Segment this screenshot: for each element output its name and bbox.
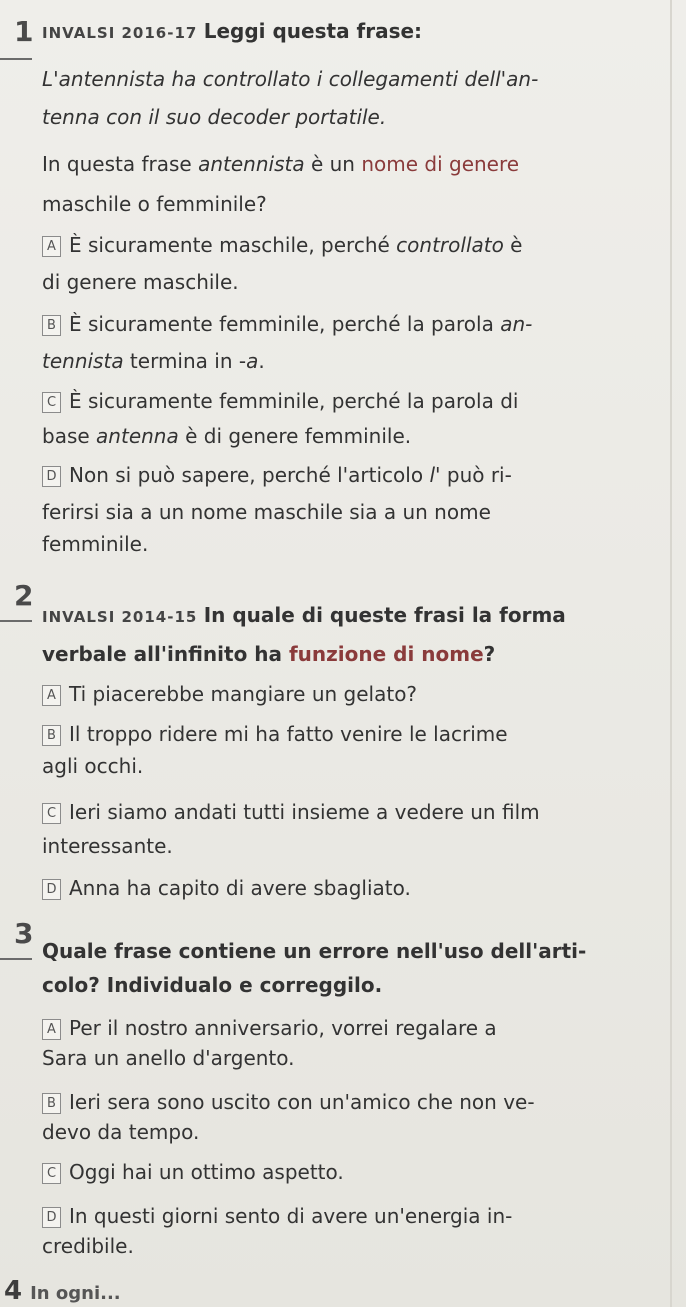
question-2-prompt-highlight: funzione di nome [288,642,484,666]
question-1-option-d-line-3: femminile. [42,532,149,556]
question-2-prompt-line-1: In quale di queste frasi la forma [203,603,566,627]
option-text: Non si può sapere, perché l'articolo [69,463,430,487]
option-text: Per il nostro anniversario, vorrei regalare a [69,1016,497,1040]
question-1-option-c-line-2 [42,420,654,452]
option-letter-box: B [42,725,61,746]
option-term: l' [429,463,441,487]
question-1-option-a-line-2: di genere maschile. [42,270,239,294]
question-2-option-c[interactable] [42,796,654,828]
option-letter-box: A [42,236,61,257]
question-2-option-c-line-2: interessante. [42,834,173,858]
question-1-sentence-line-2: tenna con il suo decoder portatile. [42,105,387,129]
option-term: controllato [396,233,504,257]
question-1-option-b-line-2 [42,345,654,377]
instruction-text: è un [304,152,362,176]
question-1-option-d-line-2: ferirsi sia a un nome maschile sia a un nome [42,500,491,524]
option-text: In questi giorni sento di avere un'energia in- [69,1204,513,1228]
question-2-option-b-line-2: agli occhi. [42,754,144,778]
question-2-prompt-text: ? [483,642,496,666]
question-2-source: INVALSI 2014-15 [42,608,198,626]
question-3-underline [0,958,32,960]
question-4-number: 4 [4,1276,23,1306]
option-letter-box: D [42,1207,61,1228]
option-letter-box: D [42,466,61,487]
option-text: Ti piacerebbe mangiare un gelato? [69,682,418,706]
instruction-term: antennista [198,152,305,176]
option-text: Oggi hai un ottimo aspetto. [69,1160,344,1184]
instruction-text: In questa frase [42,152,199,176]
question-4-partial [4,1276,121,1307]
option-text: è di genere femminile. [178,424,412,448]
option-text: È sicuramente femminile, perché la parola di [69,389,519,413]
question-1-option-a[interactable] [42,229,654,261]
question-3-option-a-line-2: Sara un anello d'argento. [42,1046,295,1070]
question-1-instruction-line-1 [42,147,652,181]
option-letter-box: B [42,315,61,336]
question-1-option-d[interactable] [42,459,654,491]
question-1-instruction-line-2: maschile o femminile? [42,192,267,216]
question-3-prompt-text: colo? Individualo e correggilo. [42,973,383,997]
instruction-highlight: nome di genere [361,152,520,176]
question-1-source: INVALSI 2016-17 [42,24,198,42]
question-3-option-d[interactable] [42,1200,654,1232]
option-text: È sicuramente maschile, perché [69,233,397,257]
option-term: an- [500,312,533,336]
question-1-prompt: Leggi questa frase: [203,19,423,43]
page-edge [670,0,672,1307]
option-term: tennista [42,349,124,373]
question-1-option-b[interactable] [42,308,654,340]
question-1-number: 1 [14,15,34,48]
question-3-option-a[interactable] [42,1012,654,1044]
option-letter-box: C [42,1163,61,1184]
question-1-option-c[interactable] [42,385,654,417]
question-3-option-c[interactable] [42,1156,654,1188]
question-3-number: 3 [14,917,34,950]
question-1-underline [0,58,32,60]
option-letter-box: A [42,685,61,706]
question-2-option-b[interactable] [42,718,654,750]
option-text: Ieri sera sono uscito con un'amico che non ve- [69,1090,535,1114]
question-4-text: In ogni... [30,1283,121,1304]
question-3-prompt-line-1 [42,934,642,968]
option-letter-box: C [42,803,61,824]
option-letter-box: A [42,1019,61,1040]
question-2-underline [0,620,32,622]
question-3-option-b-line-2: devo da tempo. [42,1120,200,1144]
question-3-option-d-line-2: credibile. [42,1234,134,1258]
option-letter-box: D [42,879,61,900]
option-letter-box: C [42,392,61,413]
question-3-option-b[interactable] [42,1086,654,1118]
option-term: a [246,349,259,373]
question-2-option-d[interactable] [42,872,654,904]
option-text: . [258,349,265,373]
question-2-prompt-text: verbale all'infinito ha [42,642,289,666]
question-2-number: 2 [14,579,34,612]
question-2-prompt-line-2 [42,637,642,671]
option-text: Anna ha capito di avere sbagliato. [69,876,411,900]
question-3-prompt-line-2 [42,968,642,1002]
option-text: è [503,233,523,257]
question-2-option-a[interactable] [42,678,654,710]
option-text: base [42,424,97,448]
question-3-prompt-text: Quale frase contiene un errore nell'uso dell'arti- [42,939,587,963]
question-1-header [42,14,642,50]
option-text: È sicuramente femminile, perché la parola [69,312,501,336]
option-letter-box: B [42,1093,61,1114]
option-text: termina in - [123,349,247,373]
option-text: Il troppo ridere mi ha fatto venire le lacrime [69,722,508,746]
option-text: può ri- [440,463,512,487]
option-text: Ieri siamo andati tutti insieme a vedere un film [69,800,540,824]
question-1-sentence-line-1: L'antennista ha controllato i collegamenti dell'an- [42,67,539,91]
question-2-header [42,598,642,634]
option-term: antenna [96,424,179,448]
